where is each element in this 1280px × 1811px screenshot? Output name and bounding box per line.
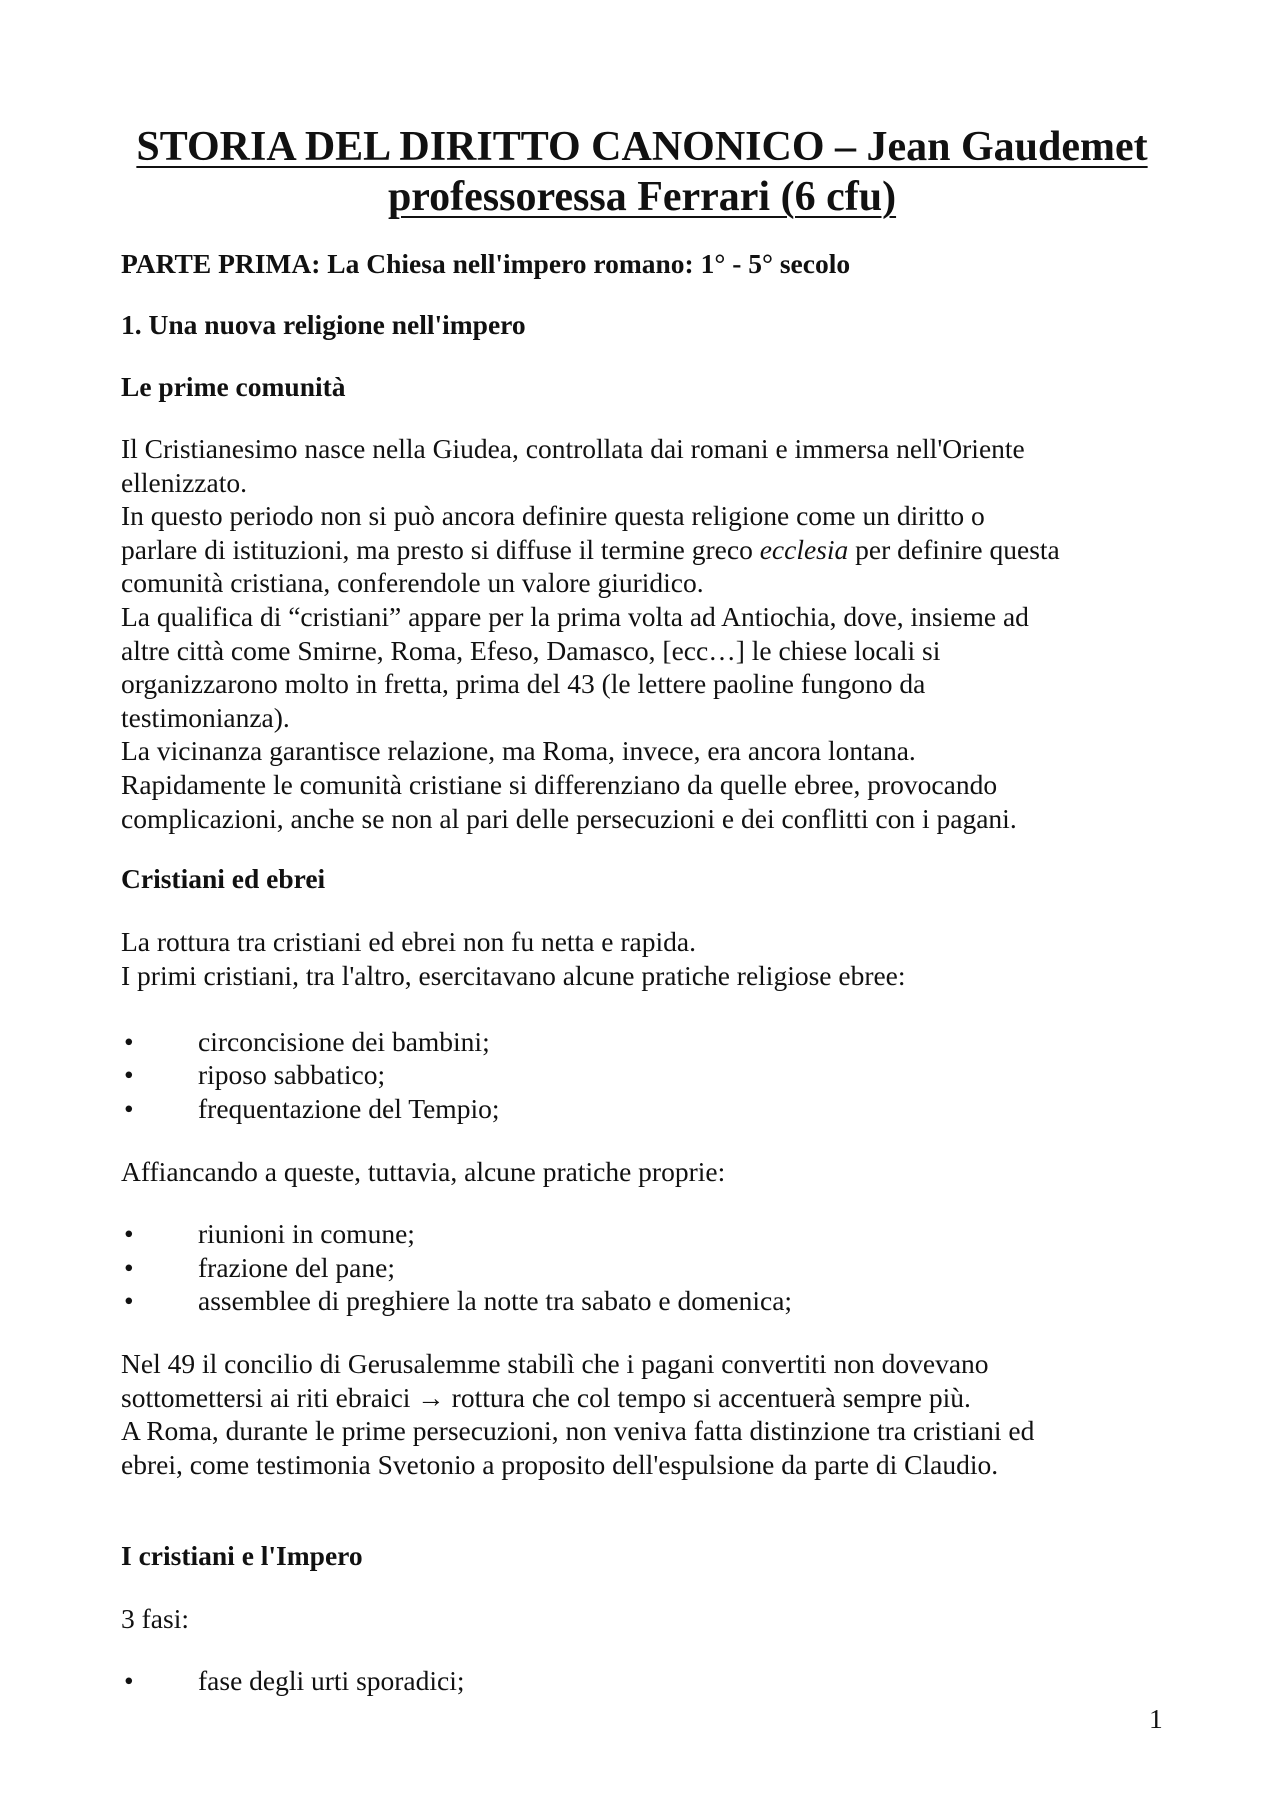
list-item-text: frequentazione del Tempio;	[198, 1093, 500, 1124]
section-heading-prime-comunita: Le prime comunità	[121, 371, 346, 402]
text-line: I primi cristiani, tra l'altro, esercitavano alcune pratiche religiose ebree:	[121, 959, 906, 991]
text-line: sottomettersi ai riti ebraici → rottura che col tempo si accentuerà sempre più.	[121, 1381, 971, 1413]
chapter-heading: 1. Una nuova religione nell'impero	[121, 309, 526, 340]
bullet-icon: •	[124, 1252, 134, 1283]
text-line	[121, 533, 1163, 567]
text-line: complicazioni, anche se non al pari delle persecuzioni e dei conflitti con i pagani.	[121, 802, 1017, 834]
text-line: La rottura tra cristiani ed ebrei non fu netta e rapida.	[121, 926, 696, 957]
list-item-text: riposo sabbatico;	[198, 1059, 386, 1090]
text-line: Il Cristianesimo nasce nella Giudea, controllata dai romani e immersa nell'Oriente	[121, 433, 1025, 464]
text-fragment: parlare di istituzioni, ma presto si diffuse il termine greco	[121, 533, 760, 565]
text-line: Rapidamente le comunità cristiane si differenziano da quelle ebree, provocando	[121, 768, 998, 800]
section-heading-cristiani-impero: I cristiani e l'Impero	[121, 1540, 363, 1571]
text-line: testimonianza).	[121, 701, 290, 733]
bullet-icon: •	[124, 1665, 134, 1696]
bullet-icon: •	[124, 1285, 134, 1316]
text-line: La qualifica di “cristiani” appare per la prima volta ad Antiochia, dove, insieme ad	[121, 600, 1029, 632]
text-line: ebrei, come testimonia Svetonio a proposito dell'espulsione da parte di Claudio.	[121, 1448, 999, 1480]
paragraph-pratiche-proprie: Affiancando a queste, tuttavia, alcune pratiche proprie:	[121, 1156, 726, 1187]
list-item-text: frazione del pane;	[198, 1252, 395, 1283]
text-line: organizzarono molto in fretta, prima del 43 (le lettere paoline fungono da	[121, 668, 926, 700]
document-page	[121, 0, 1163, 1811]
list-item-text: fase degli urti sporadici;	[198, 1665, 465, 1696]
page-number: 1	[1149, 1703, 1163, 1734]
text-line: altre città come Smirne, Roma, Efeso, Damasco, [ecc…] le chiese locali si	[121, 634, 941, 666]
document-title-line-1: STORIA DEL DIRITTO CANONICO – Jean Gaudemet	[136, 124, 1148, 170]
paragraph-cristiani-ebrei-intro	[121, 925, 1163, 992]
text-fragment: per definire questa	[848, 533, 1060, 565]
paragraph-concilio	[121, 1347, 1163, 1481]
bullet-icon: •	[124, 1026, 134, 1057]
bullet-icon: •	[124, 1093, 134, 1124]
text-line: Nel 49 il concilio di Gerusalemme stabilì che i pagani convertiti non dovevano	[121, 1348, 989, 1379]
list-item-text: riunioni in comune;	[198, 1218, 415, 1249]
paragraph-prime-comunita	[121, 432, 1163, 835]
text-line: In questo periodo non si può ancora definire questa religione come un diritto o	[121, 500, 985, 532]
section-heading-cristiani-ebrei: Cristiani ed ebrei	[121, 863, 326, 894]
list-item-text: assemblee di preghiere la notte tra sabato e domenica;	[198, 1285, 793, 1316]
text-line: La vicinanza garantisce relazione, ma Roma, invece, era ancora lontana.	[121, 735, 916, 767]
bullet-icon: •	[124, 1218, 134, 1249]
bullet-icon: •	[124, 1059, 134, 1090]
list-item-text: circoncisione dei bambini;	[198, 1026, 490, 1057]
document-title-line-2: professoressa Ferrari (6 cfu)	[387, 174, 897, 220]
text-line: comunità cristiana, conferendole un valore giuridico.	[121, 567, 704, 599]
text-line: A Roma, durante le prime persecuzioni, non veniva fatta distinzione tra cristiani ed	[121, 1415, 1035, 1447]
text-line: ellenizzato.	[121, 466, 247, 498]
italic-term: ecclesia	[759, 533, 849, 565]
part-heading: PARTE PRIMA: La Chiesa nell'impero romano: 1° - 5° secolo	[121, 248, 851, 279]
paragraph-fasi: 3 fasi:	[121, 1603, 189, 1634]
